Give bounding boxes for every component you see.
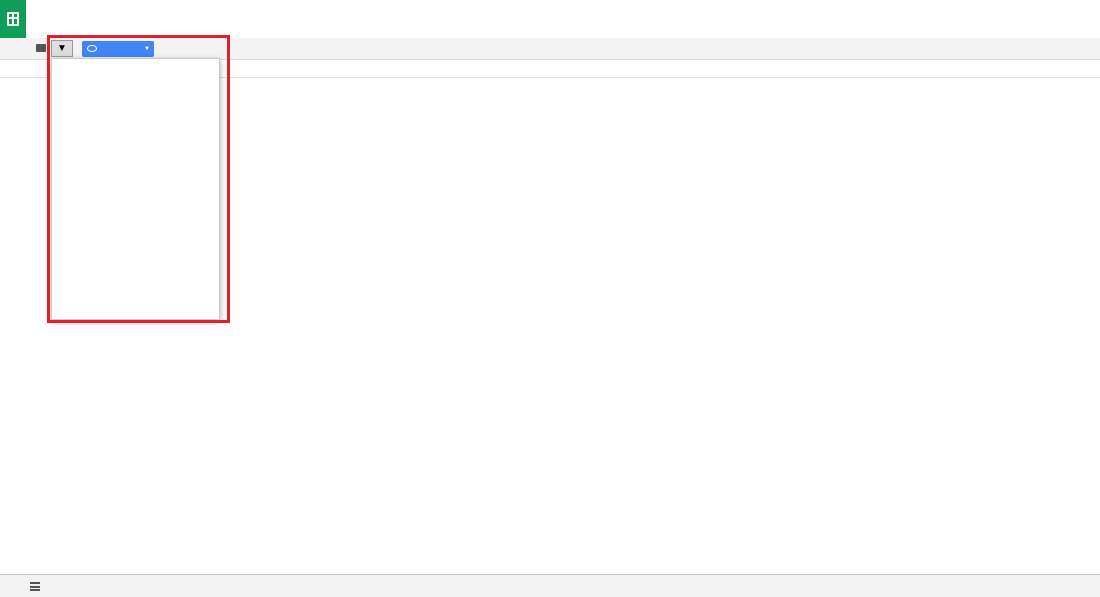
sheets-logo-icon[interactable] bbox=[0, 0, 26, 38]
highlight-box bbox=[47, 35, 230, 323]
all-sheets-icon[interactable] bbox=[30, 582, 40, 591]
print-icon[interactable] bbox=[36, 44, 46, 52]
sheet-tab-bar bbox=[0, 574, 1100, 597]
chevron-down-icon: ▼ bbox=[144, 46, 150, 52]
app-header bbox=[0, 0, 1100, 38]
filter-icon: ▼ bbox=[57, 43, 67, 54]
